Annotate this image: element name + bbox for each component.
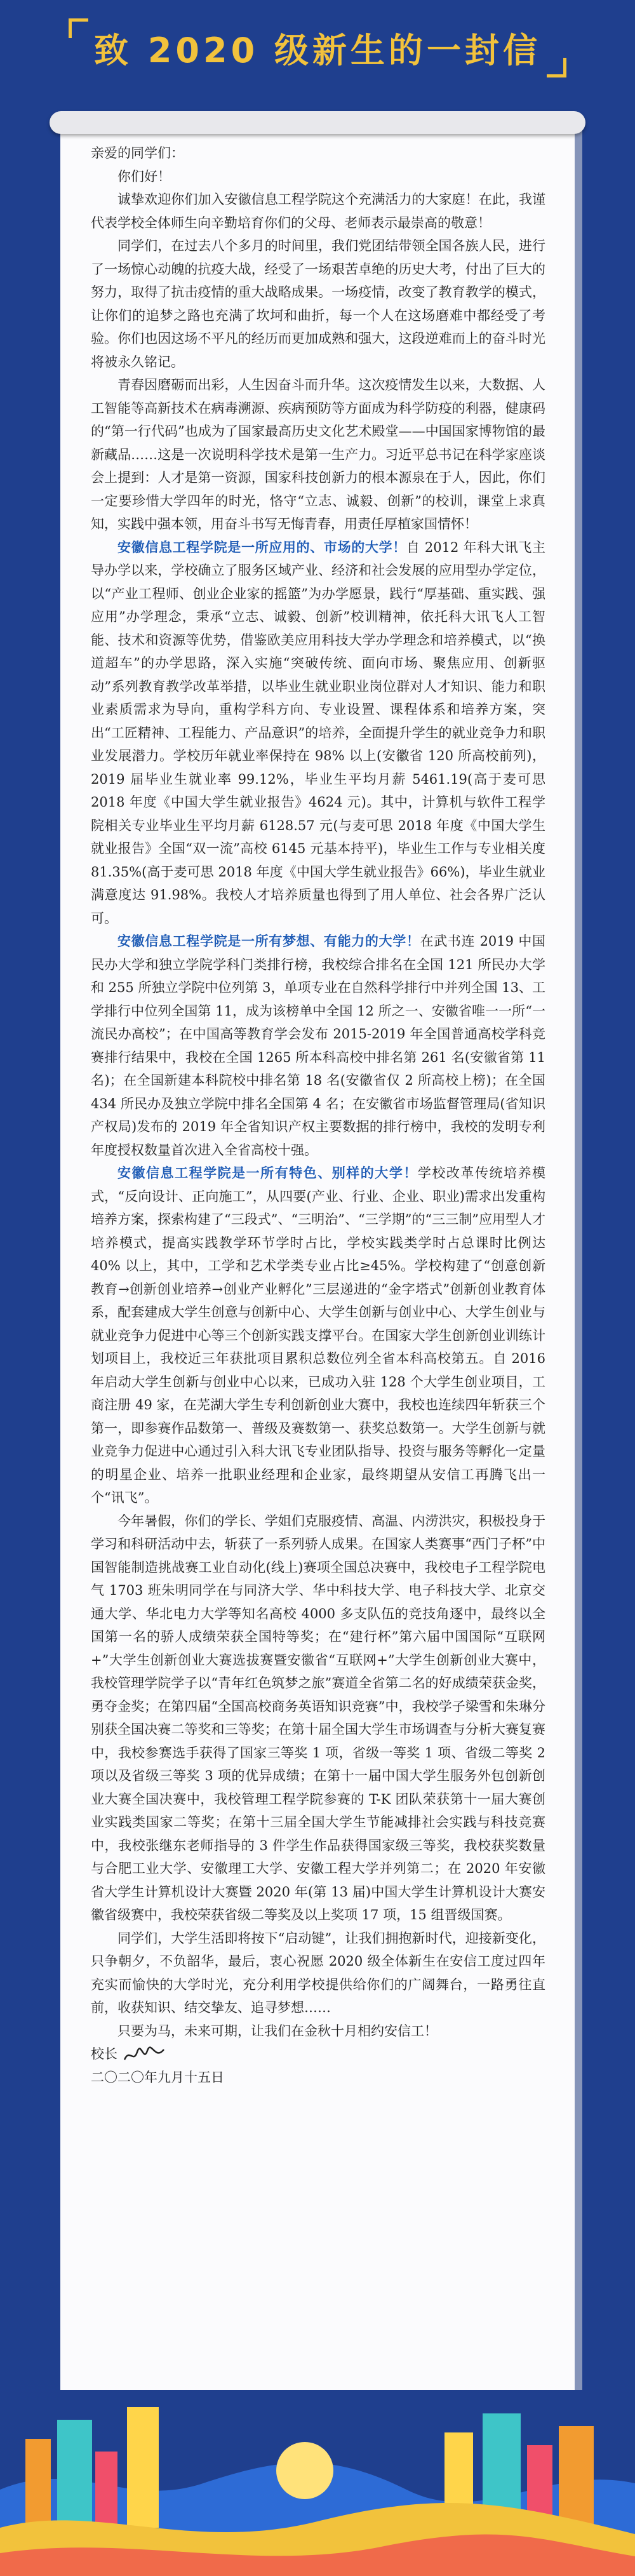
letter-body <box>91 142 545 2089</box>
paragraph-farewell: 只要为马，未来可期，让我们在金秋十月相约安信工！ <box>117 2023 438 2039</box>
signature-role: 校长 <box>91 2046 117 2062</box>
title-frame <box>69 23 566 72</box>
title-bracket-left <box>69 18 88 38</box>
letter-paper <box>60 123 575 2390</box>
paragraph-dream-university: 安徽信息工程学院是一所有梦想、有能力的大学！在武书连 2019 中国民办大学和独立学院学科门类排行榜，我校综合排名在全国 121 所民办大学和 255 所独立学院中位列第 3，单项专业在自然科学排行中并列全国 13、工学排行中位列全国第 11，成为该榜单中全国 12 所之一、安徽省唯一一所“一流民办高校”；在中国高等教育学会发布 2015-2019 年全国普通高校学科竞赛排行结果中，我校在全国 1265 所本科高校中排名第 261 名(安徽省第 11 名)；在全国新建本科院校中排名第 18 名(安徽省仅 2 所高校上榜)；在全国 434 所民办及独立学院中排名全国第 4 名；在安徽省市场监督管理局(省知识产权局)发布的 2019 年全省知识产权主要数据的排行榜中，我校的发明专利年度授权数量首次进入全省高校十强。 <box>91 934 546 1158</box>
paragraph-pandemic: 同学们，在过去八个多月的时间里，我们党团结带领全国各族人民，进行了一场惊心动魄的抗疫大战，经受了一场艰苦卓绝的历史大考，付出了巨大的努力，取得了抗击疫情的重大战略成果。一场疫情，改变了教育教学的模式，让你们的追梦之路也充满了坎坷和曲折，每一个人在这场磨难中都经受了考验。你们也因这场不平凡的经历而更加成熟和强大，这段逆难而上的奋斗时光将被永久铭记。 <box>91 238 545 370</box>
handwritten-signature-icon <box>122 2044 166 2066</box>
paragraph-closing: 同学们，大学生活即将按下“启动键”，让我们拥抱新时代，迎接新变化，只争朝夕，不负韶华，最后，衷心祝愿 2020 级全体新生在安信工度过四年充实而愉快的大学时光，充分利用学校提供给你们的广阔舞台，一路勇往直前，收获知识、结交挚友、追寻梦想…… <box>91 1930 545 2015</box>
highlight-heading: 安徽信息工程学院是一所有特色、别样的大学！ <box>117 1165 418 1181</box>
paragraph-applied-university: 安徽信息工程学院是一所应用的、市场的大学！自 2012 年科大讯飞主导办学以来，学校确立了服务区域产业、经济和社会发展的应用型办学定位，以“产业工程师、创业企业家的摇篮”为办学愿景，践行“厚基础、重实践、强应用”办学理念，秉承“立志、诚毅、创新”校训精神，依托科大讯飞人工智能、技术和资源等优势，借鉴欧美应用科技大学办学理念和培养模式，以“换道超车”的办学思路，深入实施“突破传统、面向市场、聚焦应用、创新驱动”系列教育教学改革举措，以毕业生就业职业岗位群对人才知识、能力和职业素质需求为导向，重构学科方向、专业设置、课程体系和培养方案，突出“工匠精神、工程能力、产品意识”的培养，全面提升学生的就业竞争力和职业发展潜力。学校历年就业率保持在 98% 以上(安徽省 120 所高校前列)，2019 届毕业生就业率 99.12%，毕业生平均月薪 5461.19(高于麦可思 2018 年度《中国大学生就业报告》4624 元)。其中，计算机与软件工程学院相关专业毕业生平均月薪 6128.57 元(与麦可思 2018 年度《中国大学生就业报告》全国“双一流”高校 6145 元基本持平)，毕业生工作与专业相关度 81.35%(高于麦可思 2018 年度《中国大学生就业报告》66%)，毕业生就业满意度达 91.98%。我校人才培养质量也得到了用人单位、社会各界广泛认可。 <box>91 539 545 926</box>
signature-line <box>91 2043 545 2066</box>
paragraph-achievements: 今年暑假，你们的学长、学姐们克服疫情、高温、内涝洪灾，积极投身于学习和科研活动中去，斩获了一系列骄人成果。在国家人类赛事“西门子杯”中国智能制造挑战赛工业自动化(线上)赛项全国总决赛中，我校电子工程学院电气 1703 班朱明同学在与同济大学、华中科技大学、电子科技大学、北京交通大学、华北电力大学等知名高校 4000 多支队伍的竞技角逐中，最终以全国第一名的骄人成绩荣获全国特等奖；在“建行杯”第六届中国国际“互联网+”大学生创新创业大赛选拔赛暨安徽省“互联网+”大学生创新创业大赛中，我校管理学院学子以“青年红色筑梦之旅”赛道全省第二名的好成绩荣获金奖，勇夺金奖；在第四届“全国高校商务英语知识竞赛”中，我校学子梁雪和朱琳分别获全国决赛二等奖和三等奖；在第十届全国大学生市场调查与分析大赛复赛中，我校参赛选手获得了国家三等奖 1 项，省级一等奖 1 项、省级二等奖 2 项以及省级三等奖 3 项的优异成绩；在第十一届中国大学生服务外包创新创业大赛全国决赛中，我校管理工程学院参赛的 T-K 团队荣获第十一届大赛创业实践类国家二等奖；在第十三届全国大学生节能减排社会实践与科技竞赛中，我校张继东老师指导的 3 件学生作品获得国家级三等奖，我校获奖数量与合肥工业大学、安徽理工大学、安徽工程大学并列第二；在 2020 年安徽省大学生计算机设计大赛暨 2020 年(第 13 届)中国大学生计算机设计大赛安徽省级赛中，我校荣获省级二等奖及以上奖项 17 项，15 组晋级国赛。 <box>91 1513 545 1922</box>
paragraph-welcome: 诚挚欢迎你们加入安徽信息工程学院这个充满活力的大家庭！在此，我谨代表学校全体师生向辛勤培育你们的父母、老师表示最崇高的敬意！ <box>91 192 545 231</box>
paragraph-youth: 青春因磨砺而出彩，人生因奋斗而升华。这次疫情发生以来，大数据、人工智能等高新技术在病毒溯源、疾病预防等方面成为科学防疫的利器，健康码的“第一行代码”也成为了国家最高历史文化艺术殿堂——中国国家博物馆的最新藏品……这是一次说明科学技术是第一生产力。习近平总书记在科学家座谈会上提到：人才是第一资源，国家科技创新力的根本源泉在于人，因此，你们一定要珍惜大学四年的时光，恪守“立志、诚毅、创新”的校训，课堂上求真知，实践中强本领，用奋斗书写无悔青春，用责任厚植家国情怀！ <box>91 377 545 532</box>
paragraph-unique-university: 安徽信息工程学院是一所有特色、别样的大学！学校改革传统培养模式，“反向设计、正向施工”，从四要(产业、行业、企业、职业)需求出发重构培养方案，探索构建了“三段式”、“三明治”、“三学期”的“三三制”应用型人才培养模式，提高实践教学环节学时占比，学校实践类学时占总课时比例达 40% 以上，其中，工学和艺术学类专业占比≥45%。学校构建了“创意创新教育→创新创业培养→创业产业孵化”三层递进的“金字塔式”创新创业教育体系，配套建成大学生创意与创新中心、大学生创新与创业中心、大学生创业与就业竞争力促进中心等三个创新实践支撑平台。在国家大学生创新创业训练计划项目上，我校近三年获批项目累积总数位列全省本科高校第五。自 2016 年启动大学生创新与创业中心以来，已成功入驻 128 个大学生创业项目，工商注册 49 家，在芜湖大学生专利创新创业大赛中，我校也连续四年斩获三个第一，即参赛作品数第一、普级及赛数第一、获奖总数第一。大学生创新与就业竞争力促进中心通过引入科大讯飞专业团队指导、投资与服务等孵化一定量的明星企业、培养一批职业经理和企业家，最终期望从安信工再腾飞出一个“讯飞”。 <box>91 1165 546 1505</box>
greeting: 亲爱的同学们： <box>91 145 184 161</box>
title-banner <box>0 0 635 95</box>
hello: 你们好！ <box>117 168 171 184</box>
highlight-heading: 安徽信息工程学院是一所应用的、市场的大学！ <box>117 539 406 555</box>
signature-date: 二〇二〇年九月十五日 <box>91 2069 224 2085</box>
city-illustration <box>0 2363 635 2576</box>
page-title: 致 2020 级新生的一封信 <box>94 30 541 70</box>
scroll-roller <box>50 111 585 134</box>
highlight-heading: 安徽信息工程学院是一所有梦想、有能力的大学！ <box>117 934 420 949</box>
title-bracket-right <box>547 58 566 77</box>
